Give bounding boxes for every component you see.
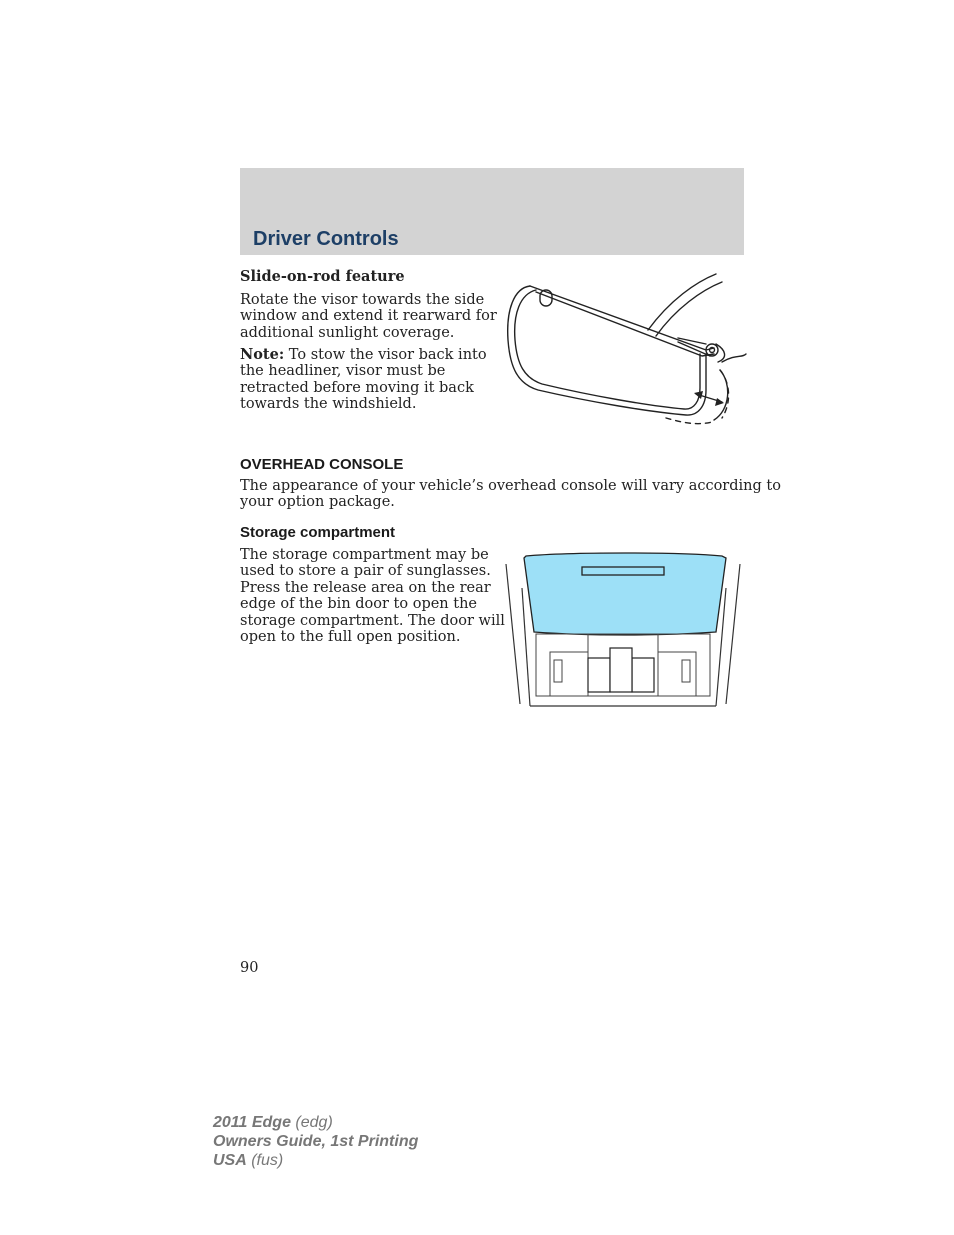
- slide-on-rod-body: Rotate the visor towards the side window and extend it rearward for additional sunlight coverage.: [240, 292, 497, 341]
- slide-on-rod-heading: Slide-on-rod feature: [240, 268, 405, 285]
- page-title: Driver Controls: [253, 228, 399, 250]
- page-number: 90: [240, 960, 259, 976]
- overhead-console-illustration: [500, 548, 748, 710]
- sun-visor-illustration: [500, 270, 748, 432]
- document-footer: 2011 Edge (edg) Owners Guide, 1st Printing USA (fus): [213, 1114, 419, 1169]
- visor-note: Note: To stow the visor back into the headliner, visor must be retracted before moving it back towards the windshield.: [240, 346, 487, 413]
- storage-compartment-body: The storage compartment may be used to store a pair of sunglasses. Press the release area on the rear edge of the bin door to open the storage compartment. The door will open to the full open position.: [240, 547, 505, 646]
- note-label: Note:: [240, 346, 285, 363]
- overhead-console-body: The appearance of your vehicle’s overhead console will vary according to your option package.: [240, 478, 781, 511]
- overhead-console-heading: OVERHEAD CONSOLE: [240, 456, 404, 473]
- storage-compartment-heading: Storage compartment: [240, 524, 396, 541]
